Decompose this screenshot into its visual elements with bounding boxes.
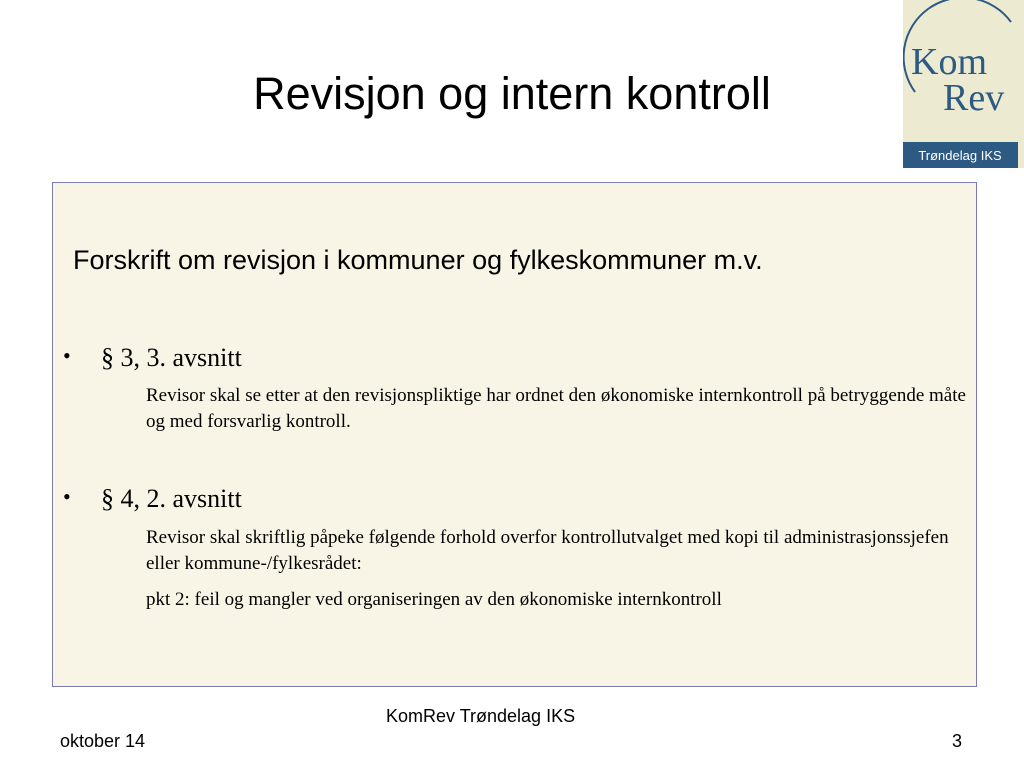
bullet-paragraph: Revisor skal skriftlig påpeke følgende forhold overfor kontrollutvalget med kopi til administrasjonssjefen eller kommune-/fylkesrådet:	[146, 527, 949, 574]
bullet-heading: § 3, 3. avsnitt	[101, 343, 242, 372]
bullet-heading: § 4, 2. avsnitt	[101, 484, 242, 513]
footer-date: oktober 14	[60, 731, 146, 751]
logo-tagline: Trøndelag IKS	[918, 148, 1002, 163]
content-box	[52, 182, 977, 687]
regulation-heading: Forskrift om revisjon i kommuner og fylkeskommuner m.v.	[73, 245, 763, 275]
komrev-logo-graphic	[903, 0, 1024, 168]
bullet-dot-icon: •	[63, 343, 71, 368]
footer-organization: KomRev Trøndelag IKS	[386, 706, 576, 726]
bullet-dot-icon: •	[63, 484, 71, 509]
bullet-paragraph: Revisor skal se etter at den revisjonspliktige har ordnet den økonomiske internkontroll på betryggende måte og med forsvarlig kontroll.	[146, 385, 966, 432]
komrev-logo	[903, 0, 1024, 168]
slide-number: 3	[952, 731, 963, 751]
logo-text-kom: Kom	[911, 41, 987, 83]
bullet-paragraph: pkt 2: feil og mangler ved organiseringen av den økonomiske internkontroll	[146, 589, 722, 610]
slide-title: Revisjon og intern kontroll	[253, 68, 771, 119]
logo-text-rev: Rev	[943, 77, 1005, 119]
